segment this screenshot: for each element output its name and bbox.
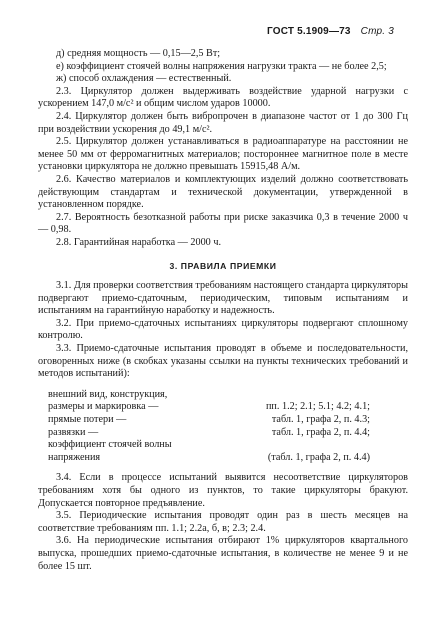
page-number: Стр. 3	[360, 26, 394, 37]
test-list	[48, 389, 408, 465]
periodic-block	[38, 472, 408, 573]
test-list-row	[48, 452, 408, 465]
test-item: прямые потери —	[48, 414, 127, 426]
standard-number: ГОСТ 5.1909—73	[266, 26, 351, 37]
test-reference: (табл. 1, графа 2, п. 4.4)	[267, 451, 370, 463]
test-item: внешний вид, конструкция,	[48, 388, 168, 400]
test-item: развязки —	[48, 426, 99, 438]
paragraph: 2.4. Циркулятор должен быть вибропрочен в диапазоне частот от 1 до 300 Гц при воздействии ускорения до 49,1 м/с².	[38, 110, 408, 135]
test-list-row	[48, 389, 408, 402]
paragraph: 2.8. Гарантийная наработка — 2000 ч.	[56, 236, 221, 248]
test-list-row	[48, 427, 408, 440]
paragraph: 2.6. Качество материалов и комплектующих изделий должно соответствовать действующим стандартам и технической документации, утвержденной в установленном порядке.	[38, 173, 408, 211]
paragraph: 2.5. Циркулятор должен устанавливаться в радиоаппаратуре на расстоянии не менее 50 мм от ферромагнитных материалов; постороннее магнитное поле в месте установки циркулятора не должно превышать 15915,48 А/м.	[38, 136, 408, 173]
paragraph: 2.7. Вероятность безотказной работы при риске заказчика 0,3 в течение 2000 ч — 0,98.	[38, 211, 408, 236]
paragraph: 2.3. Циркулятор должен выдерживать воздействие ударной нагрузки с ускорением 147,0 м/с² и общим числом ударов 10000.	[38, 85, 408, 110]
test-item: размеры и маркировка —	[48, 401, 159, 413]
test-list-row	[48, 414, 408, 427]
test-list-row	[48, 401, 408, 414]
page-header	[267, 26, 394, 39]
page-body	[38, 48, 408, 573]
test-item: напряжения	[48, 451, 101, 463]
paragraph: ж) способ охлаждения — естественный.	[56, 73, 232, 85]
paragraph: д) средняя мощность — 0,15—2,5 Вт;	[56, 48, 221, 59]
paragraph: 3.4. Если в процессе испытаний выявится несоответствие циркуляторов требованиям хотя бы одного из пунктов, то такие циркуляторы бракуют. Допускается повторное предъявление.	[38, 472, 408, 509]
test-reference: пп. 1.2; 2.1; 5.1; 4.2; 4.1;	[265, 401, 370, 413]
test-item: коэффициент стоячей волны	[48, 439, 172, 451]
paragraph: 3.3. Приемо-сдаточные испытания проводят в объеме и последовательности, оговоренных ниже (в скобках указаны ссылки на пункты технических требований и методов испытаний):	[38, 343, 408, 380]
paragraph: е) коэффициент стоячей волны напряжения нагрузки тракта — не более 2,5;	[56, 60, 387, 72]
paragraph: 3.2. При приемо-сдаточных испытаниях циркуляторы подвергают сплошному контролю.	[38, 317, 408, 342]
requirements-block	[38, 48, 408, 250]
test-reference: табл. 1, графа 2, п. 4.3;	[271, 414, 370, 426]
paragraph: 3.5. Периодические испытания проводят один раз в шесть месяцев на соответствие требованиям пп. 1.1; 2.2а, б, в; 2.3; 2.4.	[38, 510, 408, 534]
acceptance-block	[38, 280, 408, 381]
test-reference: табл. 1, графа 2, п. 4.4;	[271, 426, 370, 438]
paragraph: 3.1. Для проверки соответствия требованиям настоящего стандарта циркуляторы подвергают приемо-сдаточным, периодическим, типовым испытаниям и испытаниям на гарантийную наработку и надежность.	[38, 280, 408, 317]
section-heading: 3. ПРАВИЛА ПРИЕМКИ	[169, 260, 277, 271]
paragraph: 3.6. На периодические испытания отбирают 1% циркуляторов квартального выпуска, прошедших приемо-сдаточные испытания, в количестве не менее 9 и не более 15 шт.	[38, 535, 408, 572]
test-list-row	[48, 439, 408, 452]
